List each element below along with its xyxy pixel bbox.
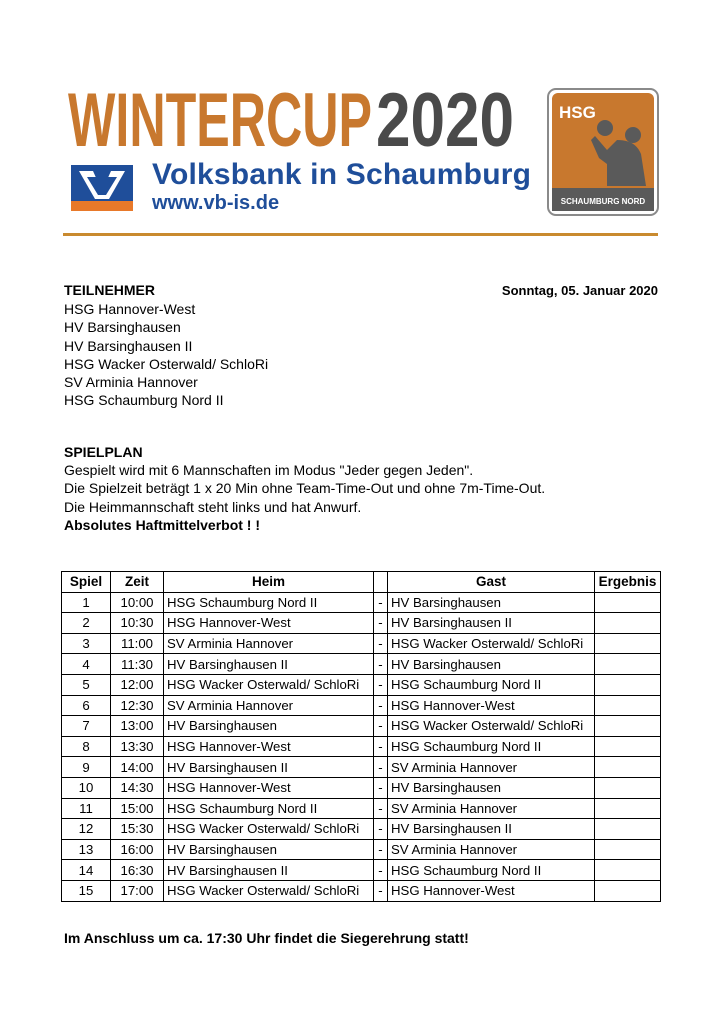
cell-zeit: 10:00 <box>111 592 164 613</box>
table-row <box>62 860 661 881</box>
cell-ergebnis <box>595 674 661 695</box>
table-row <box>62 839 661 860</box>
cell-separator: - <box>374 860 388 881</box>
cell-spiel: 7 <box>62 716 111 737</box>
schedule-table <box>61 571 661 902</box>
cell-gast: HSG Schaumburg Nord II <box>388 736 595 757</box>
table-row <box>62 633 661 654</box>
cell-separator: - <box>374 757 388 778</box>
participant-item: HV Barsinghausen <box>64 319 181 336</box>
participant-item: SV Arminia Hannover <box>64 374 198 391</box>
cell-spiel: 6 <box>62 695 111 716</box>
cell-ergebnis <box>595 860 661 881</box>
cell-heim: HSG Schaumburg Nord II <box>164 592 374 613</box>
cell-zeit: 12:30 <box>111 695 164 716</box>
participant-item: HSG Wacker Osterwald/ SchloRi <box>64 355 269 372</box>
cell-spiel: 12 <box>62 819 111 840</box>
cell-gast: HSG Wacker Osterwald/ SchloRi <box>388 633 595 654</box>
cell-separator: - <box>374 654 388 675</box>
cell-gast: HV Barsinghausen II <box>388 819 595 840</box>
cell-spiel: 9 <box>62 757 111 778</box>
cell-ergebnis <box>595 819 661 840</box>
cell-zeit: 13:00 <box>111 716 164 737</box>
participants-title: TEILNEHMER <box>64 282 155 298</box>
cell-separator: - <box>374 633 388 654</box>
cell-heim: HSG Wacker Osterwald/ SchloRi <box>164 880 374 901</box>
participants-list <box>64 300 268 410</box>
logo-title-year: 2020 <box>376 86 514 152</box>
cell-gast: SV Arminia Hannover <box>388 839 595 860</box>
cell-spiel: 13 <box>62 839 111 860</box>
cell-heim: HV Barsinghausen II <box>164 654 374 675</box>
cell-separator: - <box>374 777 388 798</box>
cell-ergebnis <box>595 798 661 819</box>
cell-gast: HSG Hannover-West <box>388 880 595 901</box>
cell-spiel: 10 <box>62 777 111 798</box>
cell-gast: HV Barsinghausen <box>388 777 595 798</box>
cell-ergebnis <box>595 777 661 798</box>
spielplan-title: SPIELPLAN <box>64 444 143 460</box>
cell-spiel: 2 <box>62 613 111 634</box>
cell-ergebnis <box>595 880 661 901</box>
cell-ergebnis <box>595 613 661 634</box>
cell-zeit: 17:00 <box>111 880 164 901</box>
col-header-ergebnis: Ergebnis <box>595 572 661 593</box>
cell-ergebnis <box>595 592 661 613</box>
table-row <box>62 736 661 757</box>
cell-separator: - <box>374 819 388 840</box>
table-row <box>62 674 661 695</box>
rules-line-resin-ban: Absolutes Haftmittelverbot ! ! <box>64 516 261 533</box>
cell-zeit: 14:30 <box>111 777 164 798</box>
table-row <box>62 654 661 675</box>
sponsor-url: www.vb-is.de <box>152 192 280 214</box>
cell-separator: - <box>374 592 388 613</box>
club-logo-top-text: HSG <box>559 103 596 122</box>
cell-separator: - <box>374 736 388 757</box>
header-divider <box>63 233 658 236</box>
cell-separator: - <box>374 798 388 819</box>
cell-spiel: 14 <box>62 860 111 881</box>
col-header-zeit: Zeit <box>111 572 164 593</box>
cell-zeit: 12:00 <box>111 674 164 695</box>
cell-ergebnis <box>595 654 661 675</box>
cell-separator: - <box>374 674 388 695</box>
table-header-row <box>62 572 661 593</box>
cell-separator: - <box>374 716 388 737</box>
table-row <box>62 777 661 798</box>
logo-title-word: WINTERCUP <box>68 86 372 152</box>
cell-heim: SV Arminia Hannover <box>164 633 374 654</box>
participant-item: HSG Hannover-West <box>64 301 196 317</box>
schedule-body <box>62 592 661 901</box>
table-row <box>62 757 661 778</box>
cell-heim: HSG Hannover-West <box>164 777 374 798</box>
rules-line-home-team: Die Heimmannschaft steht links und hat Anwurf. <box>64 498 362 515</box>
cell-separator: - <box>374 839 388 860</box>
rules-line-duration: Die Spielzeit beträgt 1 x 20 Min ohne Team-Time-Out und ohne 7m-Time-Out. <box>64 480 546 497</box>
volksbank-logo-icon <box>71 165 133 211</box>
table-row <box>62 695 661 716</box>
participant-item: HV Barsinghausen II <box>64 337 193 354</box>
cell-separator: - <box>374 695 388 716</box>
award-ceremony-note: Im Anschluss um ca. 17:30 Uhr findet die Siegerehrung statt! <box>64 930 469 946</box>
cell-spiel: 15 <box>62 880 111 901</box>
cell-zeit: 10:30 <box>111 613 164 634</box>
cell-ergebnis <box>595 716 661 737</box>
cell-heim: HSG Hannover-West <box>164 736 374 757</box>
cell-heim: HSG Wacker Osterwald/ SchloRi <box>164 674 374 695</box>
col-header-separator <box>374 572 388 593</box>
cell-heim: HV Barsinghausen <box>164 839 374 860</box>
cell-spiel: 1 <box>62 592 111 613</box>
cell-gast: HV Barsinghausen II <box>388 613 595 634</box>
table-row <box>62 592 661 613</box>
cell-heim: HV Barsinghausen <box>164 716 374 737</box>
cell-gast: HSG Wacker Osterwald/ SchloRi <box>388 716 595 737</box>
table-row <box>62 716 661 737</box>
table-row <box>62 613 661 634</box>
cell-heim: HSG Schaumburg Nord II <box>164 798 374 819</box>
cell-separator: - <box>374 613 388 634</box>
cell-spiel: 8 <box>62 736 111 757</box>
table-row <box>62 819 661 840</box>
cell-gast: HSG Schaumburg Nord II <box>388 860 595 881</box>
cell-zeit: 13:30 <box>111 736 164 757</box>
cell-ergebnis <box>595 695 661 716</box>
participant-item: HSG Schaumburg Nord II <box>64 392 224 409</box>
club-logo-bottom-text: SCHAUMBURG NORD <box>560 197 646 206</box>
cell-gast: HV Barsinghausen <box>388 592 595 613</box>
cell-ergebnis <box>595 757 661 778</box>
cell-zeit: 16:30 <box>111 860 164 881</box>
cell-zeit: 14:00 <box>111 757 164 778</box>
cell-heim: HSG Hannover-West <box>164 613 374 634</box>
cell-heim: SV Arminia Hannover <box>164 695 374 716</box>
cell-spiel: 3 <box>62 633 111 654</box>
cell-gast: SV Arminia Hannover <box>388 798 595 819</box>
col-header-gast: Gast <box>388 572 595 593</box>
cell-ergebnis <box>595 839 661 860</box>
cell-zeit: 11:00 <box>111 633 164 654</box>
cell-zeit: 11:30 <box>111 654 164 675</box>
table-row <box>62 880 661 901</box>
col-header-heim: Heim <box>164 572 374 593</box>
col-header-spiel: Spiel <box>62 572 111 593</box>
cell-heim: HSG Wacker Osterwald/ SchloRi <box>164 819 374 840</box>
cell-gast: SV Arminia Hannover <box>388 757 595 778</box>
club-logo <box>547 88 659 216</box>
cell-zeit: 15:00 <box>111 798 164 819</box>
cell-heim: HV Barsinghausen II <box>164 860 374 881</box>
event-date: Sonntag, 05. Januar 2020 <box>501 283 658 298</box>
cell-spiel: 5 <box>62 674 111 695</box>
cell-gast: HSG Schaumburg Nord II <box>388 674 595 695</box>
table-row <box>62 798 661 819</box>
cell-ergebnis <box>595 633 661 654</box>
sponsor-name: Volksbank in Schaumburg <box>152 158 532 191</box>
cell-zeit: 15:30 <box>111 819 164 840</box>
rules-line-mode: Gespielt wird mit 6 Mannschaften im Modus "Jeder gegen Jeden". <box>64 462 474 478</box>
cell-ergebnis <box>595 736 661 757</box>
cell-heim: HV Barsinghausen II <box>164 757 374 778</box>
wintercup-logo <box>66 86 516 152</box>
cell-spiel: 11 <box>62 798 111 819</box>
cell-spiel: 4 <box>62 654 111 675</box>
cell-gast: HSG Hannover-West <box>388 695 595 716</box>
cell-gast: HV Barsinghausen <box>388 654 595 675</box>
cell-separator: - <box>374 880 388 901</box>
spielplan-description <box>64 461 545 534</box>
cell-zeit: 16:00 <box>111 839 164 860</box>
